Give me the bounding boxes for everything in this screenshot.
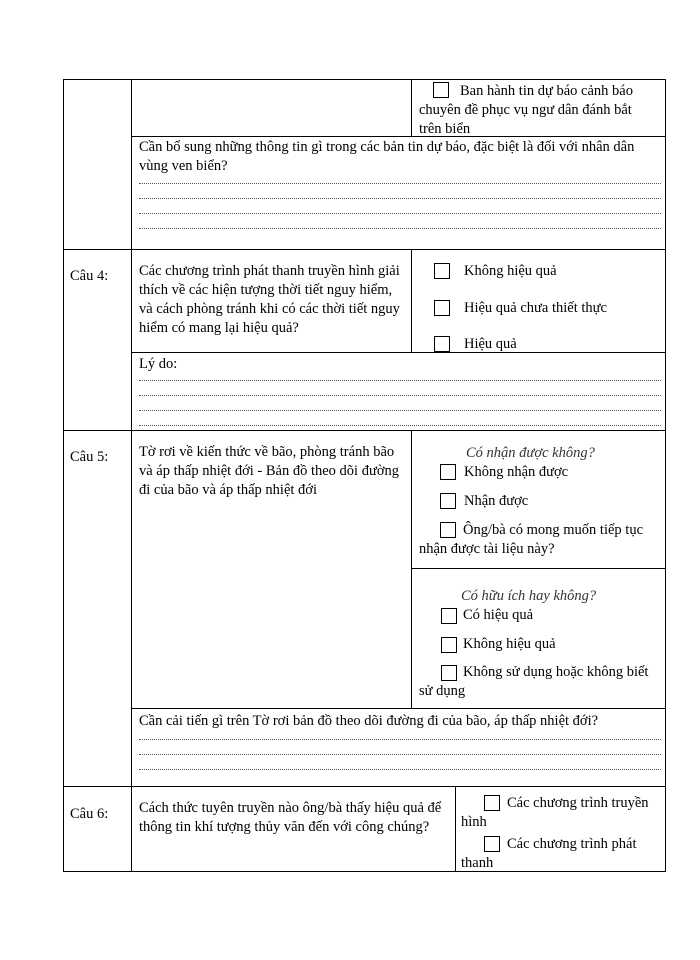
question-6-text: Cách thức tuyên truyền nào ông/bà thấy hiệu quả để thông tin khí tượng thủy văn đến với công chúng? [139,800,442,835]
row-divider [131,352,666,353]
useful-heading: Có hữu ích hay không? [461,588,597,604]
column-divider [411,79,412,137]
option-label: Nhận được [464,493,529,509]
row-divider [131,708,666,709]
option-label: Ông/bà có mong muốn tiếp tục nhận được tài liệu này? [419,522,644,557]
checkbox-nhan-duoc[interactable] [440,493,456,509]
question-label-5: Câu 5: [70,449,109,465]
column-divider [411,249,412,353]
reason-label: Lý do: [139,356,178,372]
question-bo-sung-thong-tin: Cần bổ sung những thông tin gì trong các bản tin dự báo, đặc biệt là đối với nhân dân vùng ven biển? [139,139,635,174]
option-label: Hiệu quả chưa thiết thực [464,300,607,316]
label-column-divider [131,79,132,872]
option-label: Không sử dụng hoặc không biết sử dụng [419,664,649,699]
option-label: Không nhận được [464,464,569,480]
option-label: Không hiệu quả [463,636,556,652]
question-label-6: Câu 6: [70,806,109,822]
checkbox-co-hieu-qua[interactable] [441,608,457,624]
option-label: Có hiệu quả [463,607,534,623]
checkbox-hieu-qua-chua-thiet-thuc[interactable] [434,300,450,316]
answer-line[interactable] [139,754,661,755]
row-divider [63,430,666,431]
option-label: Hiệu quả [464,336,517,352]
row-divider [63,249,666,250]
question-5-text: Tờ rơi về kiến thức về bão, phòng tránh bão và áp thấp nhiệt đới - Bản đồ theo dõi đường đi của bão và áp thấp nhiệt đới [139,444,399,498]
answer-line[interactable] [139,395,661,396]
answer-line[interactable] [139,198,661,199]
table-right-border [665,79,666,872]
table-top-border [63,79,666,80]
checkbox-khong-hieu-qua[interactable] [434,263,450,279]
table-left-border [63,79,64,872]
answer-line[interactable] [139,410,661,411]
question-label-4: Câu 4: [70,268,109,284]
option-label: Các chương trình truyền hình [461,795,649,830]
answer-line[interactable] [139,739,661,740]
column-divider [411,430,412,709]
received-heading: Có nhận được không? [466,445,595,461]
question-4-text: Các chương trình phát thanh truyền hình giải thích về các hiện tượng thời tiết nguy hiểm, và cách phòng tránh khi có các thời tiết nguy hiểm có mang lại hiệu quả? [139,263,400,336]
checkbox-khong-nhan-duoc[interactable] [440,464,456,480]
option-label: Không hiệu quả [464,263,557,279]
answer-line[interactable] [139,183,661,184]
row-divider [411,568,666,569]
question-cai-tien-to-roi: Cần cải tiến gì trên Tờ rơi bản đồ theo dõi đường đi của bão, áp thấp nhiệt đới? [139,713,599,729]
row-divider [63,786,666,787]
answer-line[interactable] [139,228,661,229]
answer-line[interactable] [139,380,661,381]
option-label: Các chương trình phát thanh [461,836,637,871]
option-ban-hanh-tin: Ban hành tin dự báo cảnh báo chuyên đề phục vụ ngư dân đánh bắt trên biển [419,83,633,137]
column-divider [455,786,456,872]
answer-line[interactable] [139,769,661,770]
checkbox-khong-hieu-qua-to-roi[interactable] [441,637,457,653]
answer-line[interactable] [139,213,661,214]
checkbox-hieu-qua[interactable] [434,336,450,352]
answer-line[interactable] [139,425,661,426]
